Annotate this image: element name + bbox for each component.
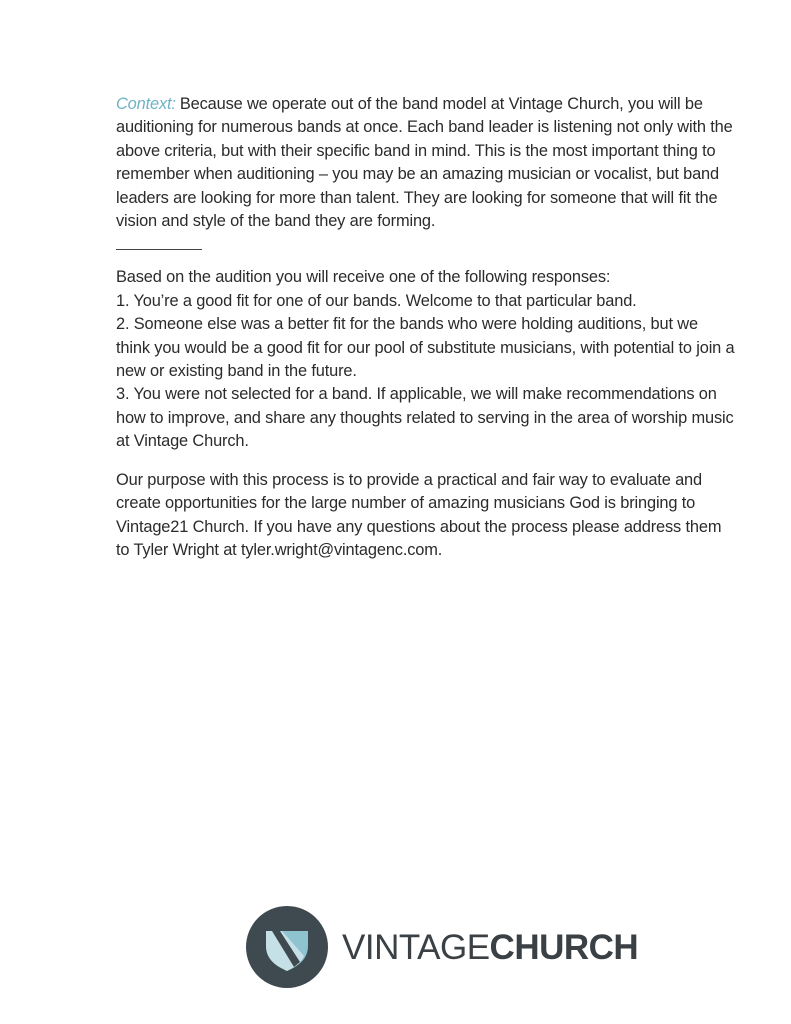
logo-wordmark	[342, 927, 639, 967]
response-item-2: 2. Someone else was a better fit for the bands who were holding auditions, but we think you would be a good fit for our pool of substitute musicians, with potential to join a new or existing band in the future.	[116, 315, 735, 381]
context-paragraph	[116, 93, 736, 233]
vintage-church-logo	[246, 906, 638, 988]
purpose-paragraph: Our purpose with this process is to provide a practical and fair way to evaluate and create opportunities for the large number of amazing musicians God is bringing to Vintage21 Church. If you have any questions about the process please address them to Tyler Wright at tyler.wright@vintagenc.com.	[116, 470, 722, 559]
context-text: Because we operate out of the band model at Vintage Church, you will be auditioning for numerous bands at once. Each band leader is listening not only with the above criteria, but with their specific band in mind. This is the most important thing to remember when auditioning – you may be an amazing musician or vocalist, but band leaders are looking for more than talent. They are looking for someone that will fit the vision and style of the band they are forming.	[116, 95, 733, 231]
logo-word-vintage: VINTAGE	[342, 927, 490, 967]
context-label: Context:	[116, 95, 176, 113]
response-item-1: 1. You’re a good fit for one of our bands. Welcome to that particular band.	[116, 291, 637, 310]
document-body	[116, 93, 736, 562]
logo-word-church: CHURCH	[489, 927, 639, 967]
responses-intro: Based on the audition you will receive one of the following responses:	[116, 268, 611, 287]
responses-section	[116, 266, 736, 453]
response-item-3: 3. You were not selected for a band. If applicable, we will make recommendations on how to improve, and share any thoughts related to serving in the area of worship music at Vintage Church.	[116, 385, 734, 451]
divider-rule	[116, 249, 202, 250]
logo-mark-icon	[246, 906, 328, 988]
